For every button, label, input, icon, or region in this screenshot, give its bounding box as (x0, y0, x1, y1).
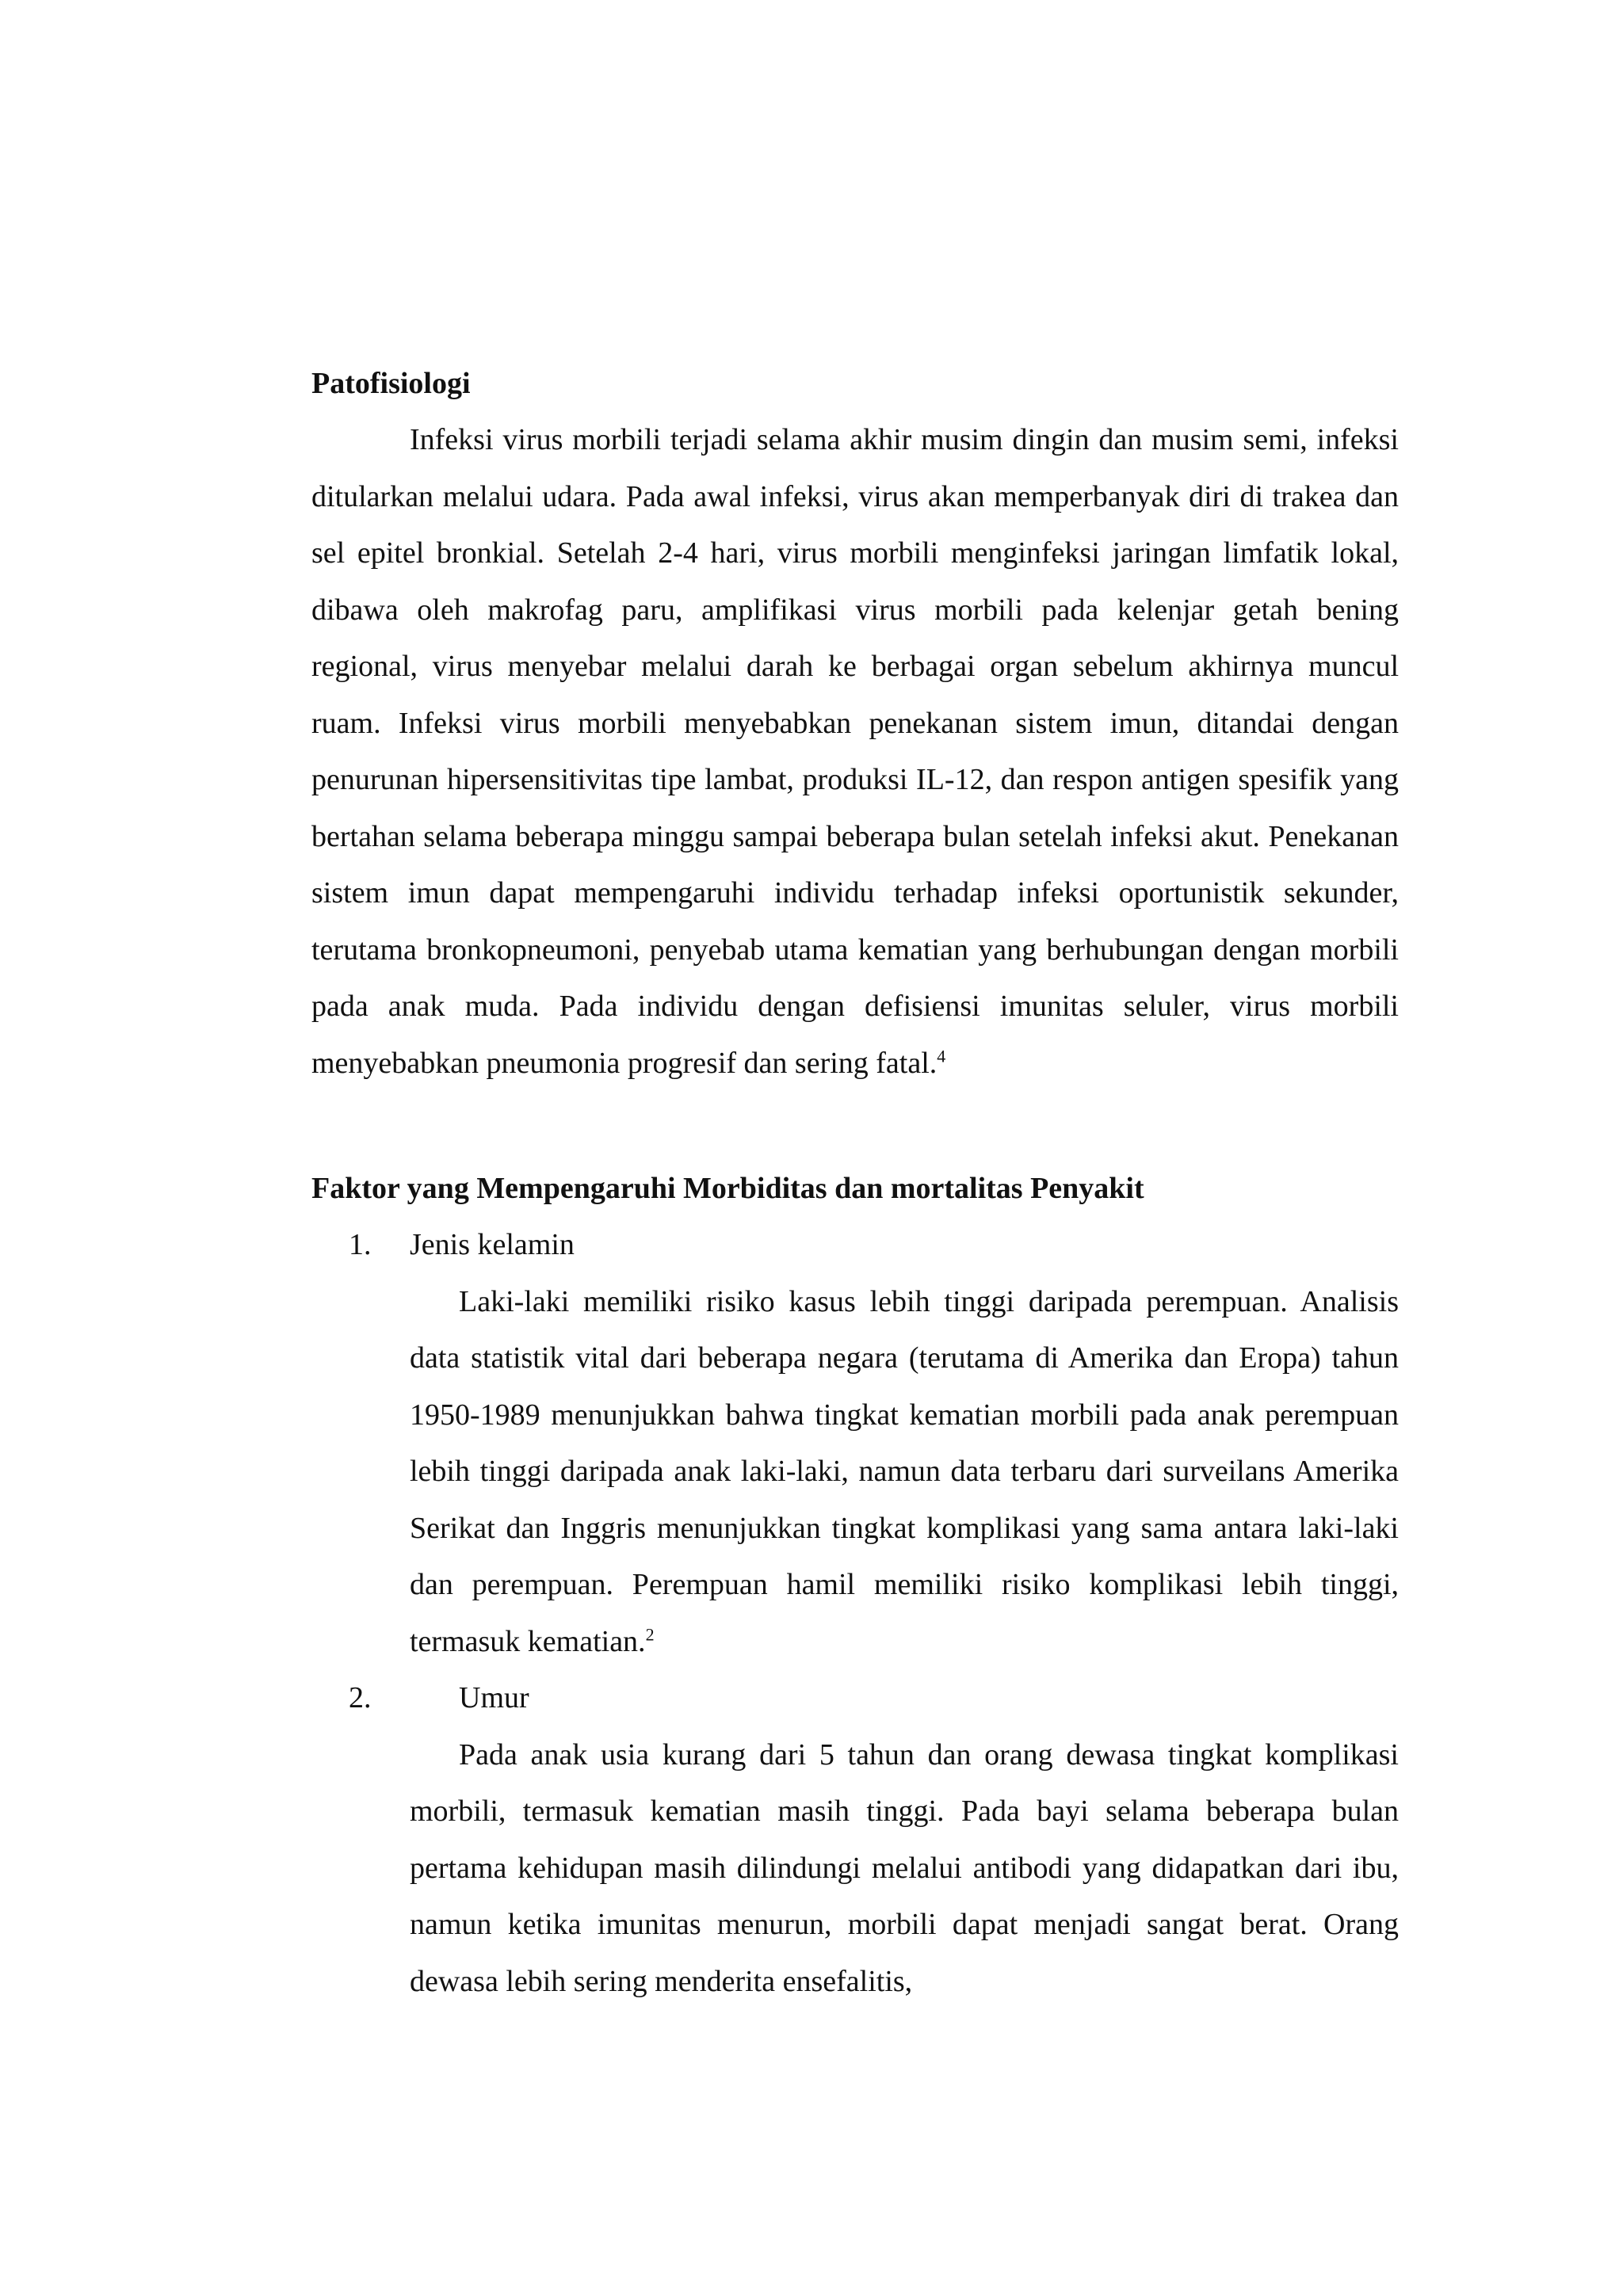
list-item-paragraph (410, 1274, 1399, 1671)
list-item-number: 1. (349, 1228, 372, 1261)
reference-superscript: 4 (937, 1045, 946, 1066)
list-item-text: Laki-laki memiliki risiko kasus lebih tinggi daripada perempuan. Analisis data statistik vital dari beberapa negara (terutama di Amerika dan Eropa) tahun 1950-1989 menunjukkan bahwa tingkat kematian morbili pada anak perempuan lebih tinggi daripada anak laki-laki, namun data terbaru dari surveilans Amerika Serikat dan Inggris menunjukkan tingkat komplikasi yang sama antara laki-laki dan perempuan. Perempuan hamil memiliki risiko komplikasi lebih tinggi, termasuk kematian. (410, 1284, 1399, 1658)
section-gap (311, 1092, 1399, 1160)
document-page (311, 355, 1399, 2010)
list-item-title: Jenis kelamin (410, 1228, 575, 1261)
list-item-title: Umur (459, 1681, 529, 1714)
section-heading-faktor: Faktor yang Mempengaruhi Morbiditas dan mortalitas Penyakit (311, 1172, 1144, 1205)
reference-superscript: 2 (645, 1623, 655, 1644)
factor-list (311, 1217, 1399, 2010)
paragraph-text: Infeksi virus morbili terjadi selama akhir musim dingin dan musim semi, infeksi ditularkan melalui udara. Pada awal infeksi, virus akan memperbanyak diri di trakea dan sel epitel bronkial. Setelah 2-4 hari, virus morbili menginfeksi jaringan limfatik lokal, dibawa oleh makrofag paru, amplifikasi virus morbili pada kelenjar getah bening regional, virus menyebar melalui darah ke berbagai organ sebelum akhirnya muncul ruam. Infeksi virus morbili menyebabkan penekanan sistem imun, ditandai dengan penurunan hipersensitivitas tipe lambat, produksi IL-12, dan respon antigen spesifik yang bertahan selama beberapa minggu sampai beberapa bulan setelah infeksi akut. Penekanan sistem imun dapat mempengaruhi individu terhadap infeksi oportunistik sekunder, terutama bronkopneumoni, penyebab utama kematian yang berhubungan dengan morbili pada anak muda. Pada individu dengan defisiensi imunitas seluler, virus morbili menyebabkan pneumonia progresif dan sering fatal. (311, 423, 1399, 1080)
list-item (311, 1670, 1399, 2010)
list-item-paragraph (410, 1727, 1399, 2011)
section-heading-patofisiologi: Patofisiologi (311, 367, 471, 400)
list-item-text: Pada anak usia kurang dari 5 tahun dan orang dewasa tingkat komplikasi morbili, termasuk kematian masih tinggi. Pada bayi selama beberapa bulan pertama kehidupan masih dilindungi melalui antibodi yang didapatkan dari ibu, namun ketika imunitas menurun, morbili dapat menjadi sangat berat. Orang dewasa lebih sering menderita ensefalitis, (410, 1737, 1399, 1998)
list-item (311, 1217, 1399, 1670)
paragraph-patofisiologi (311, 412, 1399, 1092)
list-item-body (311, 1274, 1399, 1671)
list-item-body (311, 1727, 1399, 2011)
list-item-number: 2. (349, 1681, 372, 1714)
